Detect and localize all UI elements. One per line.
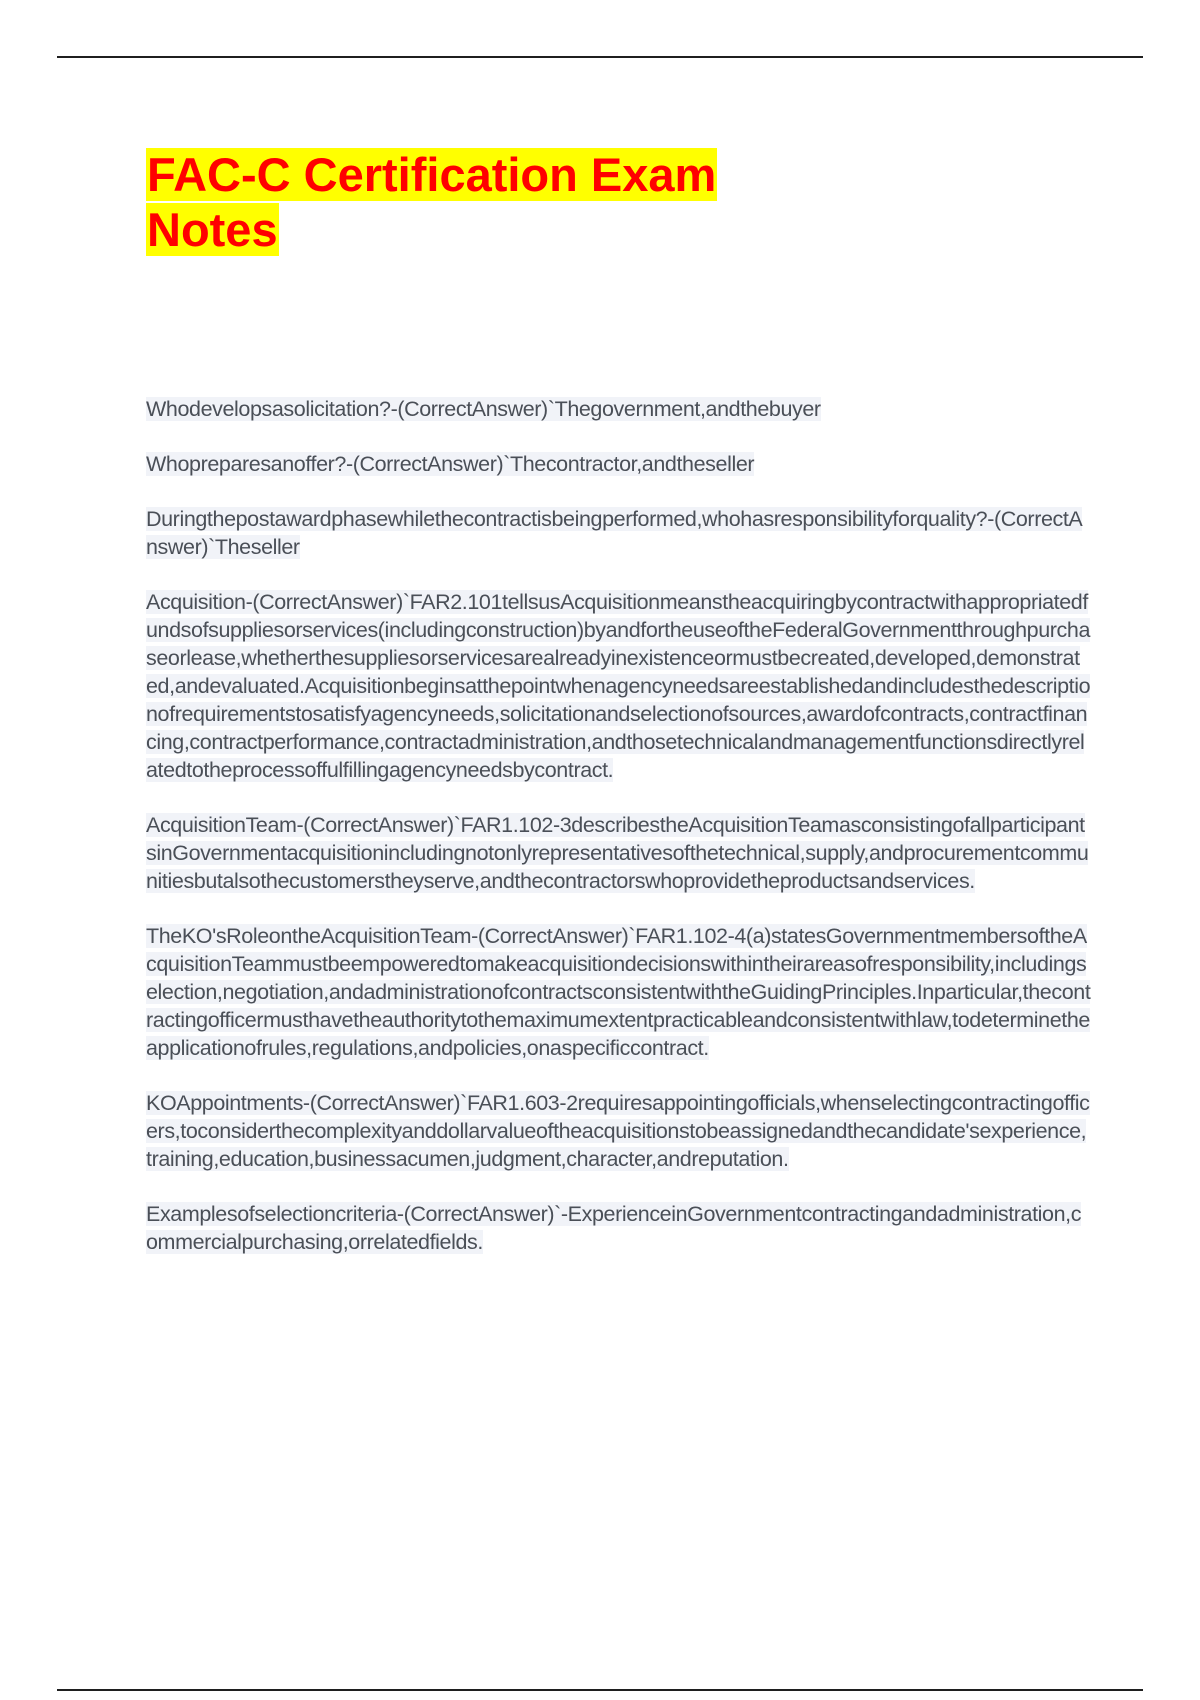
qa-entry — [146, 1089, 1091, 1173]
qa-entry-text: Examplesofselectioncriteria-(CorrectAnswer)`-ExperienceinGovernmentcontractingandadministration,commercialpurchasing,orrelatedfields. — [146, 1202, 1082, 1254]
qa-list — [146, 395, 1091, 1283]
qa-entry-text: Whopreparesanoffer?-(CorrectAnswer)`Thecontractor,andtheseller — [146, 452, 755, 476]
qa-entry — [146, 395, 1091, 423]
document-title-line-2: Notes — [147, 203, 278, 256]
bottom-rule — [57, 1689, 1143, 1691]
qa-entry — [146, 811, 1091, 895]
document-title — [146, 147, 717, 257]
qa-entry-text: Whodevelopsasolicitation?-(CorrectAnswer)`Thegovernment,andthebuyer — [146, 397, 821, 421]
qa-entry — [146, 450, 1091, 478]
document-title-line-1: FAC-C Certification Exam — [147, 148, 717, 201]
qa-entry-text: KOAppointments-(CorrectAnswer)`FAR1.603-2requiresappointingofficials,whenselectingcontractingofficers,toconsiderthecomplexityanddollarvalueoftheacquisitionstobeassignedandthecandidate'sexperience,training,education,businessacumen,judgment,character,andreputation. — [146, 1091, 1090, 1171]
qa-entry-text: Duringthepostawardphasewhilethecontractisbeingperformed,whohasresponsibilityforquality?-(CorrectAnswer)`Theseller — [146, 507, 1083, 559]
qa-entry-text: AcquisitionTeam-(CorrectAnswer)`FAR1.102-3describestheAcquisitionTeamasconsistingofallparticipantsinGovernmentacquisitionincludingnotonlyrepresentativesofthetechnical,supply,andprocurementcommunitiesbutalsothecustomerstheyserve,andthecontractorswhoprovidetheproductsandservices. — [146, 813, 1089, 893]
top-rule — [57, 56, 1143, 58]
qa-entry — [146, 505, 1091, 561]
qa-entry-text: TheKO'sRoleontheAcquisitionTeam-(CorrectAnswer)`FAR1.102-4(a)statesGovernmentmembersoftheAcquisitionTeammustbeempoweredtomakeacquisitiondecisionswithintheirareasofresponsibility,includingselection,negotiation,andadministrationofcontractsconsistentwiththeGuidingPrinciples.Inparticular,thecontractingofficermusthavetheauthoritytothemaximumextentpracticableandconsistentwithlaw,todeterminetheapplicationofrules,regulations,andpolicies,onaspecificcontract. — [146, 924, 1091, 1060]
qa-entry — [146, 588, 1091, 784]
qa-entry — [146, 1200, 1091, 1256]
qa-entry-text: Acquisition-(CorrectAnswer)`FAR2.101tellsusAcquisitionmeanstheacquiringbycontractwithappropriatedfundsofsuppliesorservices(includingconstruction)byandfortheuseoftheFederalGovernmentthroughpurchaseorlease,whetherthesuppliesorservicesarealreadyinexistenceormustbecreated,developed,demonstrated,andevaluated.Acquisitionbeginsatthepointwhenagencyneedsareestablishedandincludesthedescriptionofrequirementstosatisfyagencyneeds,solicitationandselectionofsources,awardofcontracts,contractfinancing,contractperformance,contractadministration,andthosetechnicalandmanagementfunctionsdirectlyrelatedtotheprocessoffulfillingagencyneedsbycontract. — [146, 590, 1091, 782]
qa-entry — [146, 922, 1091, 1062]
